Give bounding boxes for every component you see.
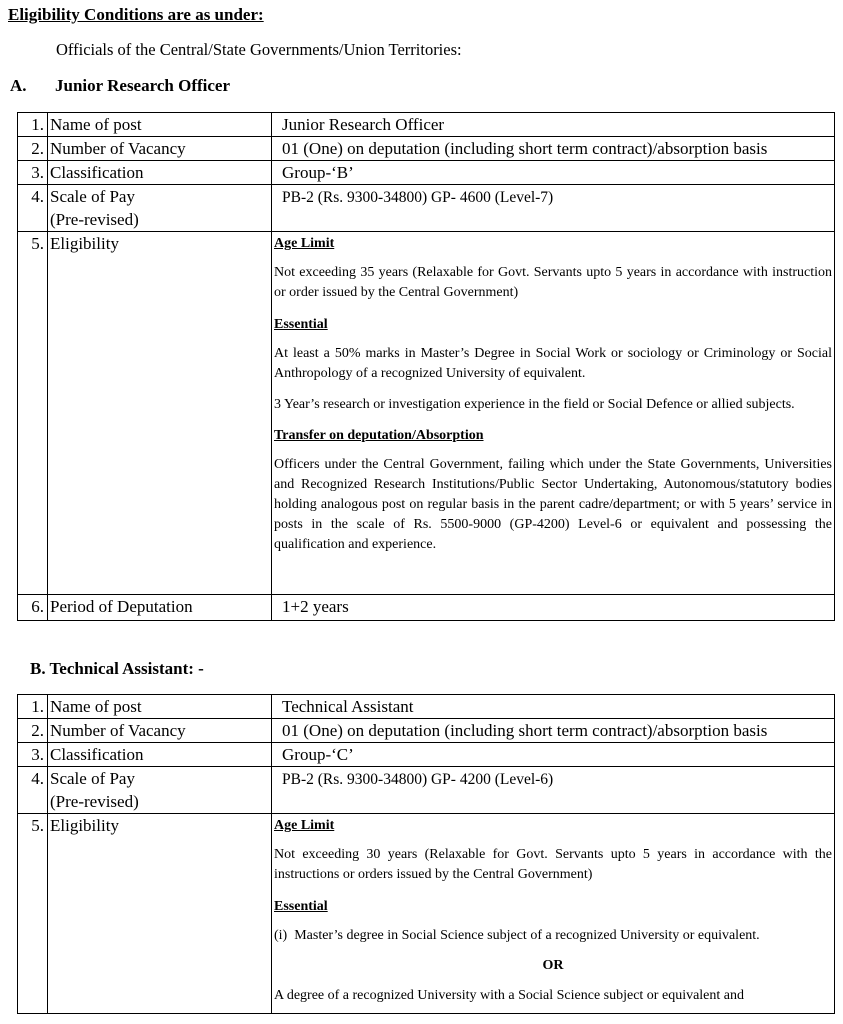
row-value <box>272 767 835 814</box>
row-number: 2. <box>18 719 48 743</box>
table-row <box>18 595 835 621</box>
row-number: 1. <box>18 113 48 137</box>
row-value: 1+2 years <box>272 595 835 621</box>
row-label: Number of Vacancy <box>48 137 272 161</box>
applicant-scope-text: Officials of the Central/State Governments/Union Territories: <box>56 40 462 59</box>
section-a-name: Junior Research Officer <box>55 76 230 95</box>
row-label: Classification <box>48 743 272 767</box>
row-label: Number of Vacancy <box>48 719 272 743</box>
row-label: Period of Deputation <box>48 595 272 621</box>
age-limit-text: Not exceeding 35 years (Relaxable for Govt. Servants upto 5 years in accordance with instruction or order issued by the Central Government) <box>274 265 832 300</box>
section-b-title: B. Technical Assistant: - <box>30 659 204 678</box>
section-a-title <box>10 76 230 96</box>
row-value: 01 (One) on deputation (including short term contract)/absorption basis <box>272 137 835 161</box>
row-label: Eligibility <box>48 232 272 595</box>
essential-title: Essential <box>274 899 328 914</box>
document-heading: Eligibility Conditions are as under: <box>8 5 264 24</box>
row-value: 01 (One) on deputation (including short term contract)/absorption basis <box>272 719 835 743</box>
row-number: 5. <box>18 232 48 595</box>
table-row <box>18 185 835 232</box>
age-limit-title: Age Limit <box>274 818 335 833</box>
or-separator: OR <box>542 958 564 973</box>
row-label: Eligibility <box>48 814 272 1014</box>
experience-text: 3 Year’s research or investigation experience in the field or Social Defence or allied subjects. <box>274 397 795 412</box>
eligibility-cell <box>272 814 835 1014</box>
eligibility-cell <box>272 232 835 595</box>
row-number: 5. <box>18 814 48 1014</box>
row-value-text: PB-2 (Rs. 9300-34800) GP- 4600 (Level-7) <box>282 189 554 206</box>
row-number: 1. <box>18 695 48 719</box>
row-label: Classification <box>48 161 272 185</box>
row-label-line: Scale of Pay <box>50 769 135 788</box>
row-number: 6. <box>18 595 48 621</box>
alternate-qualification-text: A degree of a recognized University with a Social Science subject or equivalent and <box>274 988 744 1003</box>
row-number: 3. <box>18 161 48 185</box>
table-row <box>18 137 835 161</box>
row-label: Name of post <box>48 113 272 137</box>
table-row <box>18 814 835 1014</box>
row-value: Junior Research Officer <box>272 113 835 137</box>
row-label-line: (Pre-revised) <box>50 792 139 811</box>
table-row <box>18 232 835 595</box>
row-number: 4. <box>18 185 48 232</box>
row-value: Group-‘B’ <box>272 161 835 185</box>
row-number: 2. <box>18 137 48 161</box>
age-limit-title: Age Limit <box>274 236 335 251</box>
essential-title: Essential <box>274 317 328 332</box>
essential-text: (i) Master’s degree in Social Science subject of a recognized University or equivalent. <box>274 928 760 943</box>
row-value <box>272 185 835 232</box>
table-technical-assistant <box>17 694 835 1014</box>
row-label <box>48 767 272 814</box>
transfer-title: Transfer on deputation/Absorption <box>274 428 484 443</box>
row-value-text: PB-2 (Rs. 9300-34800) GP- 4200 (Level-6) <box>282 771 554 788</box>
table-row <box>18 113 835 137</box>
transfer-text: Officers under the Central Government, failing which under the State Governments, Universities and Recognized Research Institutions/Public Sector Undertaking, Autonomous/statutory bodies holding analogous post on regular basis in the parent cadre/department; or with 5 years’ service in posts in the scale of Rs. 5500-9000 (GP-4200) Level-6 or equivalent and possessing the qualification and experience. <box>274 457 832 552</box>
table-row <box>18 743 835 767</box>
row-label-line: (Pre-revised) <box>50 210 139 229</box>
row-label <box>48 185 272 232</box>
table-junior-research-officer <box>17 112 835 621</box>
table-row <box>18 161 835 185</box>
row-value: Technical Assistant <box>272 695 835 719</box>
table-row <box>18 719 835 743</box>
table-row <box>18 767 835 814</box>
row-value: Group-‘C’ <box>272 743 835 767</box>
row-label-line: Scale of Pay <box>50 187 135 206</box>
row-label: Name of post <box>48 695 272 719</box>
row-number: 4. <box>18 767 48 814</box>
section-a-letter: A. <box>10 76 27 95</box>
age-limit-text: Not exceeding 30 years (Relaxable for Govt. Servants upto 5 years in accordance with the instructions or orders issued by the Central Government) <box>274 847 832 882</box>
table-row <box>18 695 835 719</box>
essential-text: At least a 50% marks in Master’s Degree in Social Work or sociology or Criminology or Social Anthropology of a recognized University of equivalent. <box>274 346 832 381</box>
row-number: 3. <box>18 743 48 767</box>
